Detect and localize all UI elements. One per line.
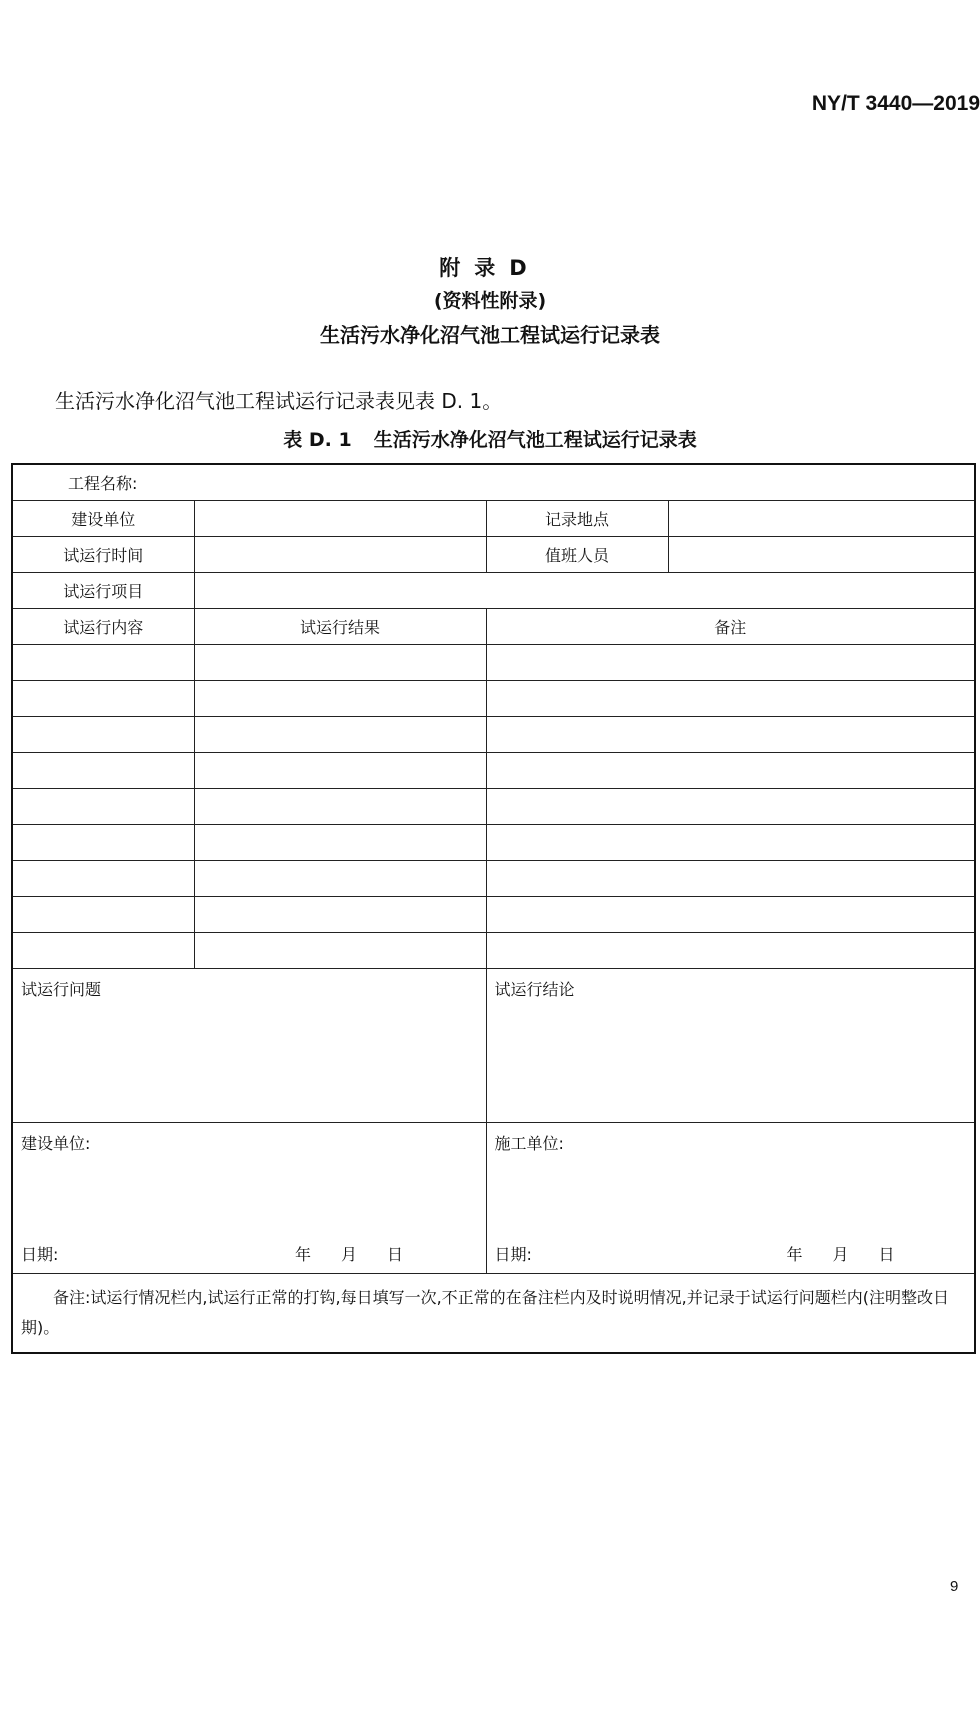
table-caption-title: 生活污水净化沼气池工程试运行记录表 bbox=[373, 429, 697, 451]
remark-cell[interactable] bbox=[486, 753, 975, 789]
table-row bbox=[12, 645, 975, 681]
remark-cell[interactable] bbox=[486, 897, 975, 933]
construction-unit-label: 建设单位 bbox=[12, 501, 194, 537]
result-cell[interactable] bbox=[194, 645, 486, 681]
date-label: 日期: bbox=[494, 1245, 532, 1264]
table-row bbox=[12, 717, 975, 753]
content-cell[interactable] bbox=[12, 717, 194, 753]
builder-unit-sign-cell[interactable] bbox=[486, 1123, 975, 1274]
year-label: 年 bbox=[786, 1245, 803, 1264]
remark-cell[interactable] bbox=[486, 933, 975, 969]
remark-cell[interactable] bbox=[486, 681, 975, 717]
trial-time-label: 试运行时间 bbox=[12, 537, 194, 573]
standard-number: NY/T 3440—2019 bbox=[811, 92, 980, 115]
remark-cell[interactable] bbox=[486, 717, 975, 753]
remark-cell[interactable] bbox=[486, 789, 975, 825]
date-ymd bbox=[787, 1242, 925, 1265]
project-name-label: 工程名称: bbox=[68, 474, 138, 493]
result-cell[interactable] bbox=[194, 897, 486, 933]
day-label: 日 bbox=[878, 1245, 895, 1264]
result-cell[interactable] bbox=[194, 753, 486, 789]
table-caption bbox=[0, 425, 980, 452]
content-cell[interactable] bbox=[12, 645, 194, 681]
result-cell[interactable] bbox=[194, 861, 486, 897]
construction-unit-field[interactable] bbox=[194, 501, 486, 537]
page-number: 9 bbox=[950, 1578, 959, 1595]
trial-problems-label: 试运行问题 bbox=[21, 980, 102, 999]
construction-unit-sign-cell[interactable] bbox=[12, 1123, 486, 1274]
table-row bbox=[12, 897, 975, 933]
col-header-remark: 备注 bbox=[486, 609, 975, 645]
date-ymd bbox=[295, 1242, 433, 1265]
trial-conclusion-label: 试运行结论 bbox=[494, 980, 575, 999]
trial-item-field[interactable] bbox=[194, 573, 975, 609]
table-caption-number: 表 D. 1 bbox=[283, 429, 352, 451]
result-cell[interactable] bbox=[194, 825, 486, 861]
content-cell[interactable] bbox=[12, 681, 194, 717]
month-label: 月 bbox=[832, 1245, 849, 1264]
content-cell[interactable] bbox=[12, 897, 194, 933]
result-cell[interactable] bbox=[194, 933, 486, 969]
appendix-name: 生活污水净化沼气池工程试运行记录表 bbox=[320, 323, 660, 347]
trial-conclusion-cell[interactable] bbox=[486, 969, 975, 1123]
project-name-cell[interactable] bbox=[12, 464, 975, 501]
result-cell[interactable] bbox=[194, 717, 486, 753]
content-cell[interactable] bbox=[12, 933, 194, 969]
appendix-subtitle: (资料性附录) bbox=[433, 290, 547, 312]
trial-problems-cell[interactable] bbox=[12, 969, 486, 1123]
day-label: 日 bbox=[387, 1245, 404, 1264]
table-note: 备注:试运行情况栏内,试运行正常的打钩,每日填写一次,不正常的在备注栏内及时说明情况,并记录于试运行问题栏内(注明整改日期)。 bbox=[12, 1274, 975, 1354]
result-cell[interactable] bbox=[194, 789, 486, 825]
year-label: 年 bbox=[295, 1245, 312, 1264]
col-header-result: 试运行结果 bbox=[194, 609, 486, 645]
result-cell[interactable] bbox=[194, 681, 486, 717]
table-row bbox=[12, 861, 975, 897]
content-cell[interactable] bbox=[12, 789, 194, 825]
trial-run-record-table bbox=[11, 463, 976, 1354]
remark-cell[interactable] bbox=[486, 645, 975, 681]
appendix-title: 附录D bbox=[439, 256, 541, 280]
trial-time-field[interactable] bbox=[194, 537, 486, 573]
col-header-content: 试运行内容 bbox=[12, 609, 194, 645]
remark-cell[interactable] bbox=[486, 825, 975, 861]
content-cell[interactable] bbox=[12, 825, 194, 861]
trial-item-label: 试运行项目 bbox=[12, 573, 194, 609]
table-row bbox=[12, 825, 975, 861]
construction-unit-sign-label: 建设单位: bbox=[21, 1134, 91, 1153]
duty-staff-field[interactable] bbox=[668, 537, 975, 573]
table-row bbox=[12, 933, 975, 969]
table-row bbox=[12, 789, 975, 825]
content-cell[interactable] bbox=[12, 753, 194, 789]
duty-staff-label: 值班人员 bbox=[486, 537, 668, 573]
month-label: 月 bbox=[341, 1245, 358, 1264]
content-cell[interactable] bbox=[12, 861, 194, 897]
date-label: 日期: bbox=[21, 1245, 59, 1264]
intro-text: 生活污水净化沼气池工程试运行记录表见表 D. 1。 bbox=[55, 389, 503, 413]
table-row bbox=[12, 681, 975, 717]
record-location-label: 记录地点 bbox=[486, 501, 668, 537]
table-row bbox=[12, 753, 975, 789]
builder-unit-sign-label: 施工单位: bbox=[494, 1134, 564, 1153]
record-location-field[interactable] bbox=[668, 501, 975, 537]
remark-cell[interactable] bbox=[486, 861, 975, 897]
